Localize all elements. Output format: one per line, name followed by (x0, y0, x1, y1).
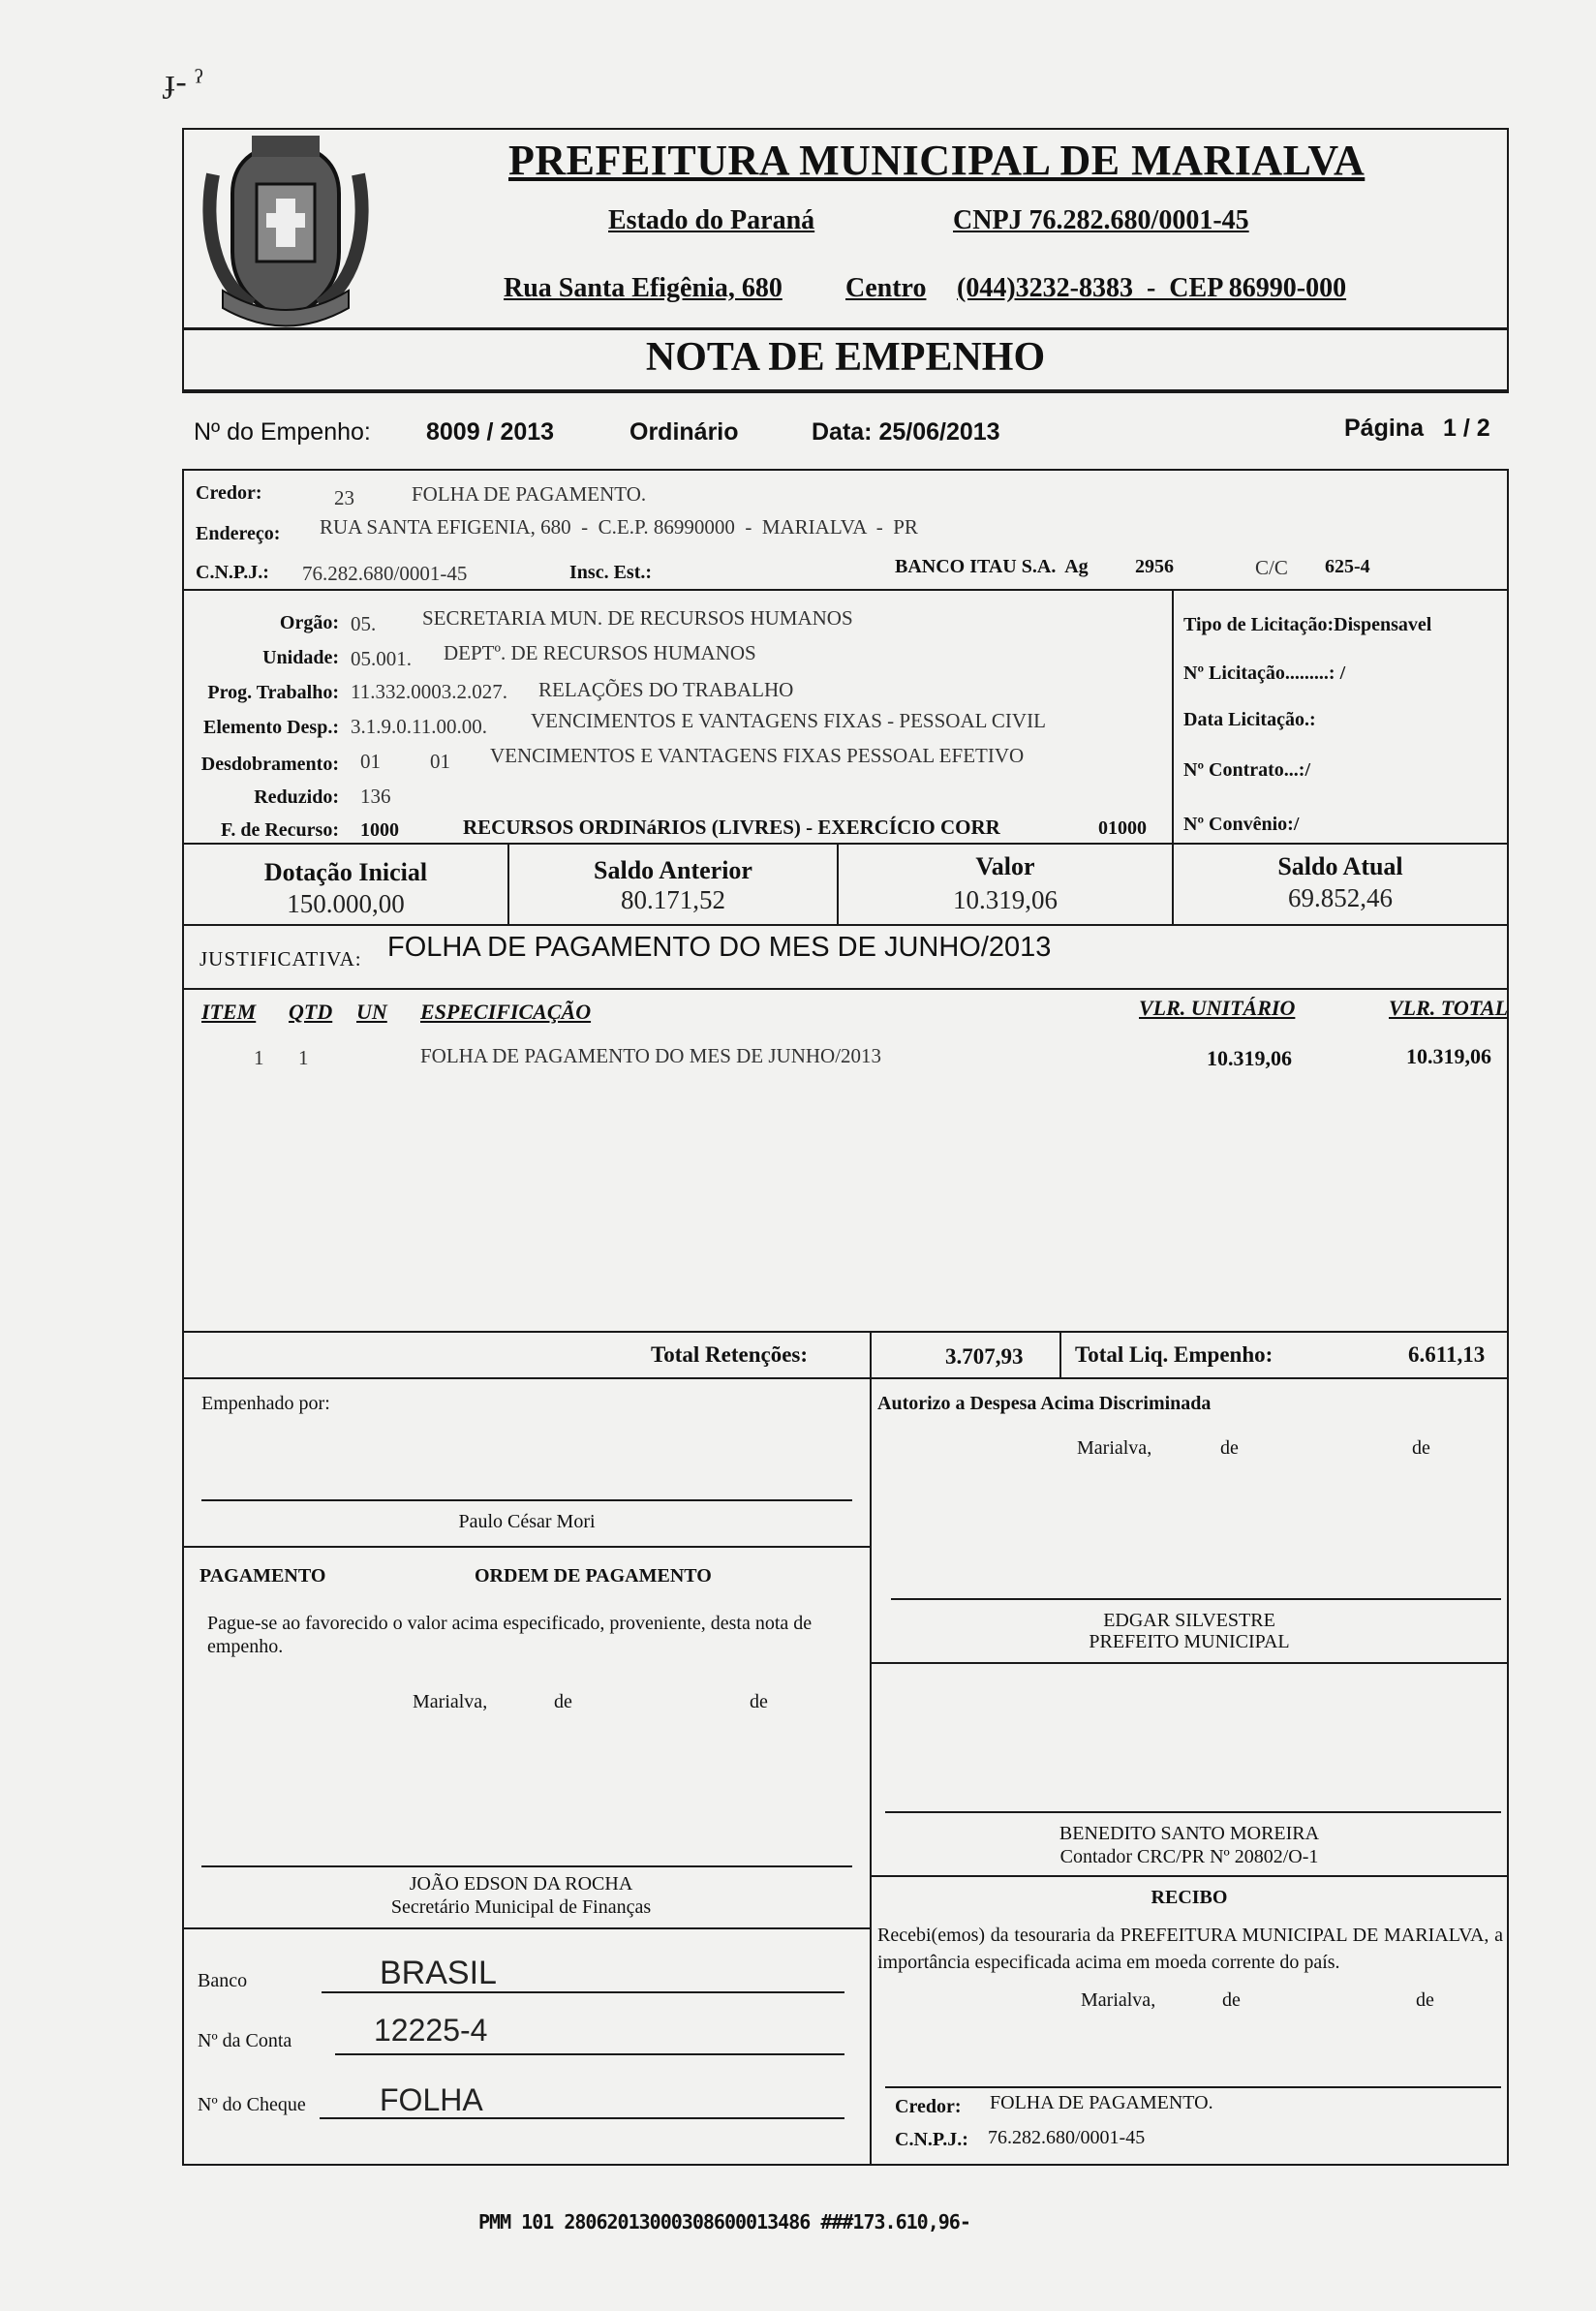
licitacao-contrato: Nº Contrato...:/ (1183, 759, 1311, 781)
empenhado-name: Paulo César Mori (458, 1511, 596, 1532)
endereco-label: Endereço: (196, 523, 281, 544)
cc: 625-4 (1325, 556, 1370, 577)
autorizo-de-2: de (1412, 1437, 1430, 1459)
liq-label: Total Liq. Empenho: (1075, 1342, 1274, 1367)
dotacao-value: 150.000,00 (287, 889, 405, 918)
header-cnpj: CNPJ 76.282.680/0001-45 (953, 205, 1249, 235)
header-address: Rua Santa Efigênia, 680 (504, 273, 783, 303)
cnpj-label: C.N.P.J.: (196, 562, 269, 583)
secretario-title: Secretário Municipal de Finanças (390, 1896, 652, 1918)
empenhado-por-label: Empenhado por: (201, 1393, 330, 1414)
dotacao-label: Dotação Inicial (263, 858, 428, 886)
recibo-marialva: Marialva, (1081, 1989, 1156, 2011)
bottom-credor-label: Credor: (895, 2096, 962, 2117)
endereco: RUA SANTA EFIGENIA, 680 - C.E.P. 86990000 - MARIALVA - PR (320, 515, 918, 539)
retencoes-value: 3.707,93 (945, 1344, 1024, 1369)
licitacao-num: Nº Licitação.........: / (1183, 662, 1346, 684)
empenho-number: 8009 / 2013 (426, 418, 555, 446)
agencia: 2956 (1135, 556, 1174, 577)
frec-label: F. de Recurso: (220, 819, 339, 841)
empenho-date: Data: 25/06/2013 (812, 418, 1000, 446)
header-state: Estado do Paraná (608, 205, 815, 235)
credor-name: FOLHA DE PAGAMENTO. (412, 482, 647, 506)
cheque-label: Nº do Cheque (198, 2094, 306, 2115)
coat-of-arms-logo (194, 136, 378, 329)
credor-label: Credor: (196, 482, 262, 504)
pague-se-text: Pague-se ao favorecido o valor acima especificado, proveniente, desta nota de empenho. (207, 1613, 813, 1657)
header-neighborhood: Centro (845, 273, 927, 303)
orgao-code: 05. (351, 612, 377, 635)
bottom-credor-value: FOLHA DE PAGAMENTO. (990, 2092, 1213, 2113)
conta-label: Nº da Conta (198, 2030, 292, 2051)
orgao-label: Orgão: (279, 612, 339, 633)
desd-code1: 01 (360, 750, 381, 773)
col-un: UN (356, 1000, 387, 1024)
pagamento-label: PAGAMENTO (200, 1565, 326, 1587)
recibo-text: Recebi(emos) da tesouraria da PREFEITURA MUNICIPAL DE MARIALVA, a importância especificada acima em moeda corrente do país. (877, 1925, 1503, 1973)
secretario-name: JOÃO EDSON DA ROCHA (409, 1873, 633, 1895)
bottom-cnpj-label: C.N.P.J.: (895, 2129, 968, 2150)
banco: BANCO ITAU S.A. Ag (895, 556, 1089, 577)
bottom-cnpj-value: 76.282.680/0001-45 (988, 2127, 1146, 2148)
ordem-label: ORDEM DE PAGAMENTO (475, 1565, 712, 1587)
header-title: PREFEITURA MUNICIPAL DE MARIALVA (508, 137, 1366, 184)
frec-code: 1000 (360, 819, 399, 841)
autorizo-marialva: Marialva, (1077, 1437, 1152, 1459)
reduz-label: Reduzido: (254, 786, 339, 808)
page-number: 1 / 2 (1443, 415, 1490, 442)
prefeito-name: EDGAR SILVESTRE (1103, 1610, 1275, 1631)
recibo-label: RECIBO (1151, 1887, 1228, 1908)
desd: VENCIMENTOS E VANTAGENS FIXAS PESSOAL EFETIVO (490, 744, 1025, 767)
pagamento-de-2: de (750, 1691, 768, 1712)
unidade-code: 05.001. (351, 647, 412, 670)
desd-code2: 01 (430, 750, 450, 773)
col-vlr-total: VLR. TOTAL (1389, 996, 1509, 1020)
autorizo-de-1: de (1220, 1437, 1239, 1459)
empenho-type: Ordinário (629, 418, 739, 446)
row-especificacao: FOLHA DE PAGAMENTO DO MES DE JUNHO/2013 (420, 1044, 882, 1067)
frec-code2: 01000 (1098, 817, 1147, 839)
credor-code: 23 (334, 486, 354, 509)
retencoes-label: Total Retenções: (651, 1342, 809, 1367)
elem: VENCIMENTOS E VANTAGENS FIXAS - PESSOAL CIVIL (531, 709, 1046, 732)
saldo-anterior-value: 80.171,52 (621, 885, 725, 914)
empenho-label: Nº do Empenho: (194, 418, 371, 446)
col-especificacao: ESPECIFICAÇÃO (420, 1000, 592, 1024)
row-vlr-total: 10.319,06 (1406, 1044, 1491, 1068)
liq-value: 6.611,13 (1408, 1342, 1486, 1367)
valor-value: 10.319,06 (953, 885, 1058, 914)
doc-title: NOTA DE EMPENHO (645, 335, 1046, 380)
valor-label: Valor (975, 852, 1035, 880)
desd-label: Desdobramento: (200, 754, 339, 775)
elem-code: 3.1.9.0.11.00.00. (351, 715, 487, 738)
header-phone-cep: (044)3232-8383 - CEP 86990-000 (957, 273, 1347, 303)
frec: RECURSOS ORDINáRIOS (LIVRES) - EXERCÍCIO CORR (463, 816, 1000, 839)
insc-label: Insc. Est.: (569, 562, 653, 583)
recibo-de-2: de (1416, 1989, 1434, 2011)
elem-label: Elemento Desp.: (203, 717, 339, 738)
unidade: DEPTº. DE RECURSOS HUMANOS (444, 641, 756, 664)
recibo-de-1: de (1222, 1989, 1241, 2011)
cc-label: C/C (1255, 556, 1288, 579)
footer-code: PMM 101 28062013000308600013486 ###173.610,96- (478, 2210, 970, 2234)
col-item: ITEM (201, 1000, 257, 1024)
justificativa-text: FOLHA DE PAGAMENTO DO MES DE JUNHO/2013 (387, 932, 1052, 963)
row-item: 1 (254, 1046, 264, 1069)
prefeito-title: PREFEITO MUNICIPAL (1089, 1631, 1290, 1652)
col-qtd: QTD (289, 1000, 333, 1024)
banco-label: Banco (198, 1970, 248, 1991)
conta-value: 12225-4 (374, 2013, 488, 2048)
col-vlr-unitario: VLR. UNITÁRIO (1139, 996, 1296, 1020)
saldo-atual-value: 69.852,46 (1288, 883, 1393, 912)
page-label: Página (1344, 415, 1424, 442)
prog-code: 11.332.0003.2.027. (351, 680, 507, 703)
row-qtd: 1 (298, 1046, 309, 1069)
pagamento-marialva: Marialva, (413, 1691, 488, 1712)
licitacao-tipo: Tipo de Licitação:Dispensavel (1183, 614, 1432, 635)
reduz: 136 (360, 785, 391, 808)
licitacao-data: Data Licitação.: (1183, 709, 1316, 730)
cnpj: 76.282.680/0001-45 (302, 562, 468, 585)
prog-label: Prog. Trabalho: (207, 682, 339, 703)
cheque-value: FOLHA (380, 2082, 483, 2117)
banco-value: BRASIL (380, 1955, 497, 1991)
licitacao-convenio: Nº Convênio:/ (1183, 814, 1300, 835)
unidade-label: Unidade: (262, 647, 339, 668)
contador-name: BENEDITO SANTO MOREIRA (1059, 1823, 1320, 1844)
pagamento-de-1: de (554, 1691, 572, 1712)
row-vlr-unitario: 10.319,06 (1207, 1046, 1292, 1070)
justificativa-label: JUSTIFICATIVA: (200, 947, 362, 971)
saldo-atual-label: Saldo Atual (1277, 852, 1403, 880)
contador-title: Contador CRC/PR Nº 20802/O-1 (1059, 1846, 1319, 1867)
corner-mark: ɟ- ˀ (165, 64, 203, 100)
saldo-anterior-label: Saldo Anterior (594, 856, 752, 884)
orgao: SECRETARIA MUN. DE RECURSOS HUMANOS (422, 606, 853, 630)
autorizo-label: Autorizo a Despesa Acima Discriminada (877, 1393, 1212, 1414)
prog: RELAÇÕES DO TRABALHO (538, 678, 794, 701)
